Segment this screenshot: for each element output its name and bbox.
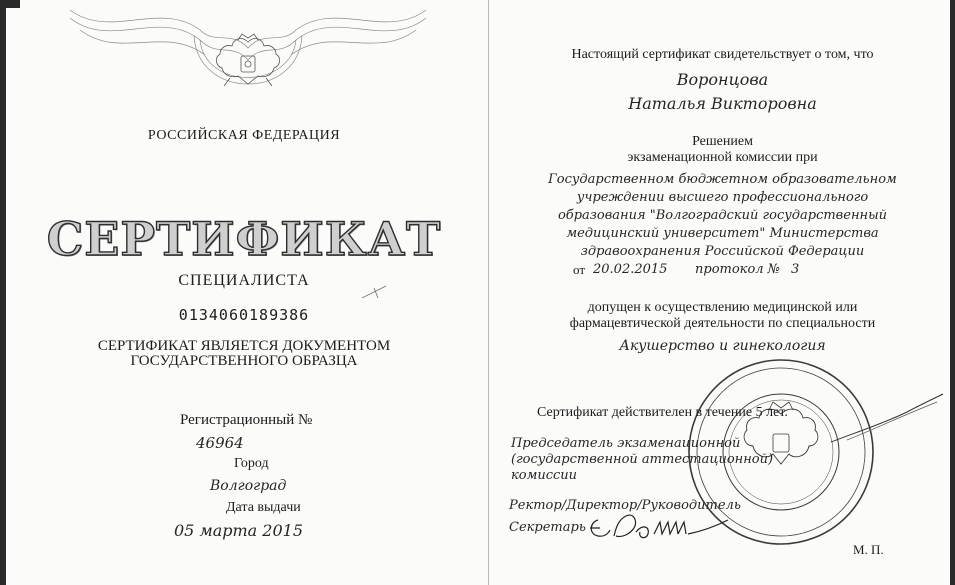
- decision-date: 20.02.2015: [593, 262, 668, 277]
- holder-name: Наталья Викторовна: [628, 94, 817, 113]
- city-value: Волгоград: [210, 478, 287, 494]
- protocol-number: 3: [791, 262, 800, 277]
- specialty: Акушерство и гинекология: [619, 338, 826, 354]
- institution-line-5: здравоохранения Российской Федерации: [580, 244, 865, 259]
- institution-line-2: учреждении высшего профессионального: [576, 190, 869, 205]
- issue-date: 05 марта 2015: [174, 521, 304, 540]
- rector-label: Ректор/Директор/Руководитель: [509, 498, 741, 513]
- chair-line-2: (государственной аттестационной): [511, 452, 774, 467]
- certificate-subtitle: СПЕЦИАЛИСТА: [178, 272, 310, 289]
- state-document-line-1: СЕРТИФИКАТ ЯВЛЯЕТСЯ ДОКУМЕНТОМ: [97, 338, 391, 354]
- country-name: РОССИЙСКАЯ ФЕДЕРАЦИЯ: [147, 128, 341, 143]
- validity-text: Сертификат действителен в течение 5 лет.: [537, 405, 788, 420]
- intro-text: Настоящий сертификат свидетельствует о том, что: [571, 47, 874, 62]
- institution-line-4: медицинский университет" Министерства: [566, 226, 879, 241]
- certificate-right-page: [488, 0, 955, 585]
- ornamental-frame: [0, 0, 488, 140]
- decision-date-label: от: [573, 262, 586, 277]
- holder-surname: Воронцова: [676, 70, 769, 89]
- state-document-line-2: ГОСУДАРСТВЕННОГО ОБРАЗЦА: [130, 353, 358, 369]
- pen-mark: [360, 282, 390, 302]
- serial-number: 0134060189386: [178, 306, 310, 324]
- admission-line-2: фармацевтической деятельности по специальности: [569, 316, 876, 331]
- seal-place-mark: М. П.: [853, 542, 884, 557]
- commission-label: экзаменационной комиссии при: [627, 150, 818, 165]
- secretary-signature: [584, 510, 734, 550]
- decision-label: Решением: [692, 134, 753, 149]
- chair-line-1: Председатель экзаменационной: [511, 436, 741, 451]
- institution-line-1: Государственном бюджетном образовательном: [548, 172, 897, 187]
- seal-signature-stroke: [827, 392, 947, 452]
- issue-date-label: Дата выдачи: [226, 500, 301, 515]
- admission-line-1: допущен к осуществлению медицинской или: [587, 300, 858, 315]
- registration-label: Регистрационный №: [180, 412, 313, 428]
- city-label: Город: [234, 456, 269, 471]
- secretary-label: Секретарь: [509, 520, 586, 535]
- certificate-title: СЕРТИФИКАТ: [46, 212, 442, 266]
- chair-line-3: комиссии: [511, 468, 578, 483]
- protocol-label: протокол №: [695, 262, 780, 277]
- institution-line-3: образования "Волгоградский государственный: [557, 208, 888, 223]
- registration-number: 46964: [196, 434, 244, 452]
